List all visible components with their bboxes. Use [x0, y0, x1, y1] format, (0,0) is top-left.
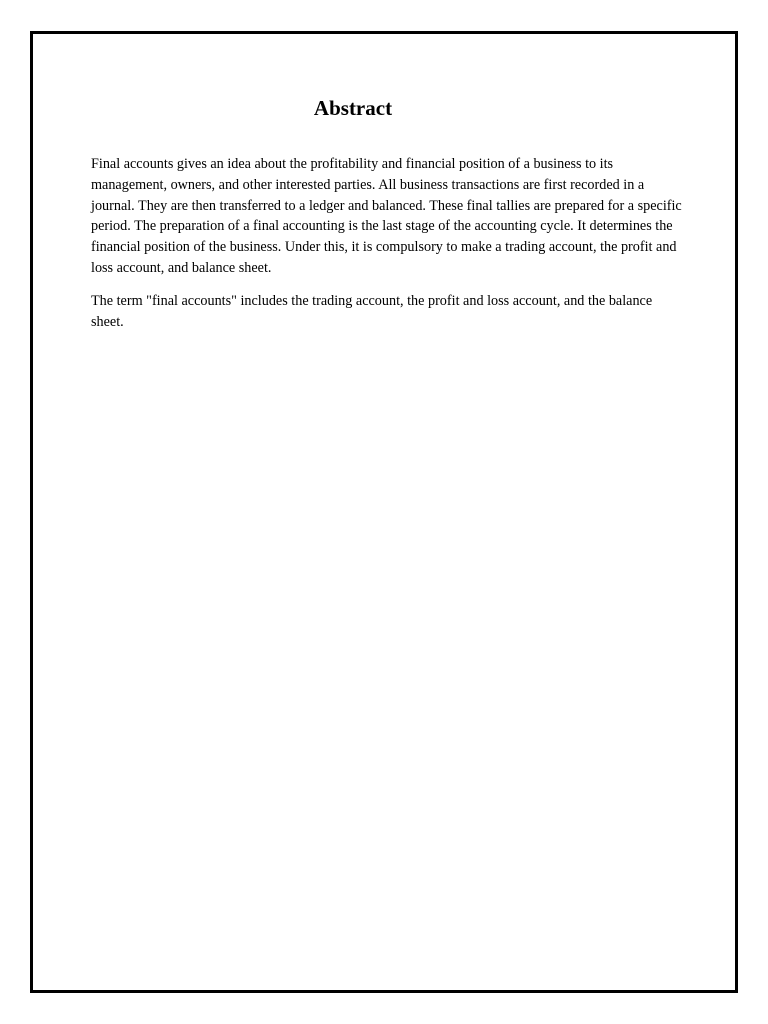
paragraph: The term "final accounts" includes the trading account, the profit and loss account, and the balance sheet. — [91, 292, 653, 330]
document-page — [30, 31, 738, 993]
abstract-body — [91, 154, 686, 344]
paragraph: Final accounts gives an idea about the profitability and financial position of a business to its management, owners, and other interested parties. All business transactions are first recorded in a journal. They are then transferred to a ledger and balanced. These final tallies are prepared for a specific period. The preparation of a final accounting is the last stage of the accounting cycle. It determines the financial position of the business. Under this, it is compulsory to make a trading account, the profit and loss account, and balance sheet. — [91, 156, 682, 276]
page-title: Abstract — [313, 96, 393, 120]
